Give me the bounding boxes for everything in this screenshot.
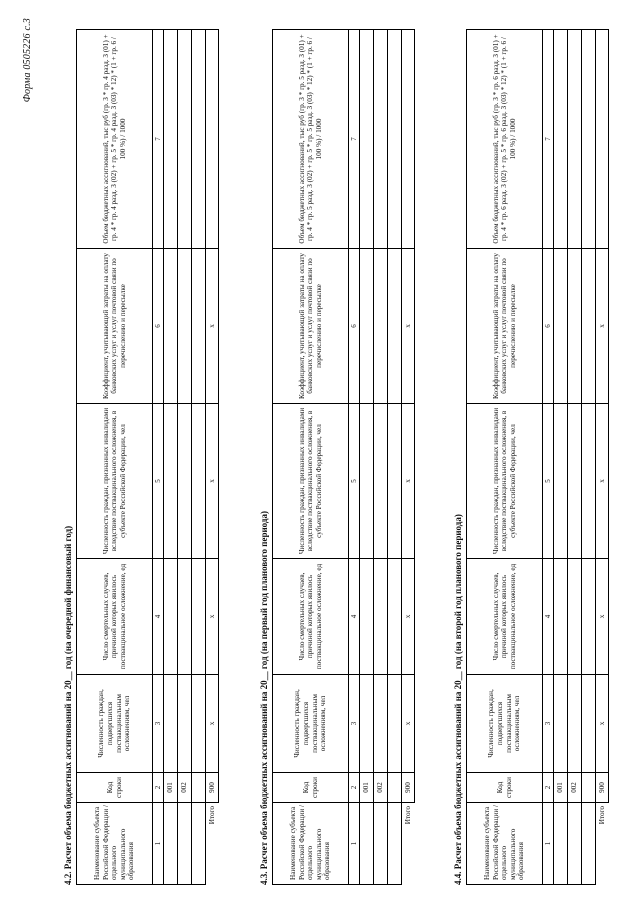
row-code-cell xyxy=(582,773,596,803)
value-cell[interactable] xyxy=(192,675,206,773)
value-cell[interactable] xyxy=(388,675,402,773)
total-label: Итого xyxy=(403,806,412,825)
column-numbers-row xyxy=(349,30,360,885)
header-row-code: Код строки xyxy=(273,773,349,803)
row-code-cell: 002 xyxy=(568,773,582,803)
value-cell[interactable] xyxy=(582,30,596,249)
header-subject: Наименование субъекта Российской Федерации / отдельного муниципального образования xyxy=(467,803,543,885)
total-code-cell: 900 xyxy=(596,773,609,803)
header-row xyxy=(77,30,153,885)
row-code-cell: 001 xyxy=(164,773,178,803)
column-number: 2 xyxy=(153,773,164,803)
x-cell: x xyxy=(402,404,415,559)
table-row xyxy=(164,30,178,885)
value-cell[interactable] xyxy=(554,249,568,404)
section-title: 4.2. Расчет объема бюджетных ассигнований на 20__ год (на очередной финансовый год) xyxy=(63,525,73,885)
value-cell[interactable] xyxy=(568,249,582,404)
value-cell[interactable] xyxy=(360,30,374,249)
header-row xyxy=(467,30,543,885)
table-row xyxy=(582,30,596,885)
section-4-2 xyxy=(62,30,219,885)
column-number: 5 xyxy=(349,404,360,559)
x-cell: x xyxy=(596,559,609,675)
header-row xyxy=(273,30,349,885)
header-coefficient: Коэффициент, учитывающий затраты на оплату банковских услуг и услуг почтовой связи по перечислению и пересылке xyxy=(467,249,543,404)
table-row xyxy=(374,30,388,885)
value-cell[interactable] xyxy=(568,404,582,559)
section-4-4 xyxy=(452,30,609,885)
subject-cell[interactable] xyxy=(192,803,206,885)
value-cell[interactable] xyxy=(360,249,374,404)
header-subject: Наименование субъекта Российской Федерации / отдельного муниципального образования xyxy=(77,803,153,885)
value-cell[interactable] xyxy=(554,559,568,675)
calc-table xyxy=(76,29,219,885)
value-cell[interactable] xyxy=(388,30,402,249)
column-number: 7 xyxy=(153,30,164,249)
value-cell[interactable] xyxy=(164,675,178,773)
column-number: 7 xyxy=(349,30,360,249)
value-cell[interactable] xyxy=(554,30,568,249)
header-fatal-cases: Число смертельных случаев, причиной которых явилось поствакцинальное осложнение, ед xyxy=(467,559,543,675)
column-number: 3 xyxy=(153,675,164,773)
column-number: 4 xyxy=(349,559,360,675)
header-disabled-count: Численность граждан, признанных инвалидами вследствие поствакцинального осложнения, в субъекте Российской Федерации, чел xyxy=(273,404,349,559)
subject-cell[interactable] xyxy=(374,803,388,885)
table-row xyxy=(360,30,374,885)
value-cell[interactable] xyxy=(192,559,206,675)
value-cell[interactable] xyxy=(192,249,206,404)
value-cell[interactable] xyxy=(582,559,596,675)
header-row-code: Код строки xyxy=(77,773,153,803)
x-cell: x xyxy=(402,249,415,404)
subject-cell[interactable] xyxy=(178,803,192,885)
value-cell[interactable] xyxy=(164,249,178,404)
value-cell[interactable] xyxy=(388,249,402,404)
x-cell: x xyxy=(402,559,415,675)
header-fatal-cases: Число смертельных случаев, причиной которых явилось поствакцинальное осложнение, ед xyxy=(77,559,153,675)
x-cell: x xyxy=(206,404,219,559)
column-number: 3 xyxy=(349,675,360,773)
value-cell[interactable] xyxy=(360,404,374,559)
section-title: 4.4. Расчет объема бюджетных ассигнований на 20__ год (на второй год планового периода) xyxy=(453,514,463,885)
value-cell[interactable] xyxy=(388,559,402,675)
header-row-code: Код строки xyxy=(467,773,543,803)
total-code-cell: 900 xyxy=(206,773,219,803)
x-cell: x xyxy=(206,675,219,773)
header-budget-volume: Объем бюджетных ассигнований, тыс руб (гр. 3 * гр. 6 разд. 3 (01) + гр. 4 * гр. 6 разд. 3 (02) + гр. 5 * гр. 6 разд. 3 (03) * 12) * (1 + гр. 6 / 100 %) / 1000 xyxy=(467,30,543,249)
header-coefficient: Коэффициент, учитывающий затраты на оплату банковских услуг и услуг почтовой связи по перечислению и пересылке xyxy=(77,249,153,404)
column-number: 6 xyxy=(153,249,164,404)
header-subject: Наименование субъекта Российской Федерации / отдельного муниципального образования xyxy=(273,803,349,885)
column-number: 4 xyxy=(153,559,164,675)
value-cell[interactable] xyxy=(164,559,178,675)
row-code-cell xyxy=(192,773,206,803)
row-code-cell: 001 xyxy=(360,773,374,803)
column-numbers-row xyxy=(153,30,164,885)
value-cell[interactable] xyxy=(568,559,582,675)
total-value-cell[interactable] xyxy=(206,30,219,249)
x-cell: x xyxy=(596,249,609,404)
header-disabled-count: Численность граждан, признанных инвалидами вследствие поствакцинального осложнения, в субъекте Российской Федерации, чел xyxy=(467,404,543,559)
header-disabled-count: Численность граждан, признанных инвалидами вследствие поствакцинального осложнения, в субъекте Российской Федерации, чел xyxy=(77,404,153,559)
table-row xyxy=(192,30,206,885)
value-cell[interactable] xyxy=(582,404,596,559)
subject-cell[interactable] xyxy=(360,803,374,885)
column-number: 5 xyxy=(543,404,554,559)
x-cell: x xyxy=(402,675,415,773)
header-budget-volume: Объем бюджетных ассигнований, тыс руб (гр. 3 * гр. 5 разд. 3 (01) + гр. 4 * гр. 5 разд. 3 (02) + гр. 5 * гр. 5 разд. 3 (03) * 12) * (1 + гр. 6 / 100 %) / 1000 xyxy=(273,30,349,249)
value-cell[interactable] xyxy=(164,30,178,249)
value-cell[interactable] xyxy=(192,404,206,559)
subject-cell[interactable] xyxy=(388,803,402,885)
value-cell[interactable] xyxy=(582,675,596,773)
total-row xyxy=(206,30,219,885)
row-code-cell: 001 xyxy=(554,773,568,803)
header-citizens-count: Численность граждан, подвергшихся поствакцинальным осложнениям, чел xyxy=(77,675,153,773)
total-code-cell: 900 xyxy=(402,773,415,803)
column-number: 2 xyxy=(349,773,360,803)
total-value-cell[interactable] xyxy=(596,30,609,249)
column-number: 6 xyxy=(543,249,554,404)
table-row xyxy=(568,30,582,885)
x-cell: x xyxy=(206,249,219,404)
value-cell[interactable] xyxy=(178,249,192,404)
value-cell[interactable] xyxy=(374,559,388,675)
header-coefficient: Коэффициент, учитывающий затраты на оплату банковских услуг и услуг почтовой связи по перечислению и пересылке xyxy=(273,249,349,404)
subject-cell[interactable] xyxy=(582,803,596,885)
row-code-cell xyxy=(388,773,402,803)
value-cell[interactable] xyxy=(164,404,178,559)
row-code-cell: 002 xyxy=(374,773,388,803)
value-cell[interactable] xyxy=(178,30,192,249)
x-cell: x xyxy=(206,559,219,675)
value-cell[interactable] xyxy=(554,404,568,559)
subject-cell[interactable] xyxy=(554,803,568,885)
total-label: Итого xyxy=(207,806,216,825)
header-citizens-count: Численность граждан, подвергшихся поствакцинальным осложнениям, чел xyxy=(467,675,543,773)
calc-table xyxy=(272,29,415,885)
value-cell[interactable] xyxy=(374,404,388,559)
column-number: 4 xyxy=(543,559,554,675)
column-number: 2 xyxy=(543,773,554,803)
value-cell[interactable] xyxy=(568,30,582,249)
subject-cell[interactable] xyxy=(568,803,582,885)
value-cell[interactable] xyxy=(568,675,582,773)
total-row xyxy=(596,30,609,885)
value-cell[interactable] xyxy=(374,30,388,249)
column-number: 3 xyxy=(543,675,554,773)
column-number: 5 xyxy=(153,404,164,559)
calc-table xyxy=(466,29,609,885)
table-row xyxy=(388,30,402,885)
form-code: Форма 0505226 с.3 xyxy=(22,18,33,103)
x-cell: x xyxy=(596,404,609,559)
column-numbers-row xyxy=(543,30,554,885)
value-cell[interactable] xyxy=(554,675,568,773)
column-number: 6 xyxy=(349,249,360,404)
value-cell[interactable] xyxy=(192,30,206,249)
value-cell[interactable] xyxy=(582,249,596,404)
section-title: 4.3. Расчет объема бюджетных ассигнований на 20__ год (на первый год планового периода) xyxy=(259,511,269,885)
column-number: 1 xyxy=(543,803,554,885)
column-number: 1 xyxy=(153,803,164,885)
header-citizens-count: Численность граждан, подвергшихся поствакцинальным осложнениям, чел xyxy=(273,675,349,773)
subject-cell[interactable] xyxy=(164,803,178,885)
total-value-cell[interactable] xyxy=(402,30,415,249)
total-label: Итого xyxy=(597,806,606,825)
section-4-3 xyxy=(258,30,415,885)
header-fatal-cases: Число смертельных случаев, причиной которых явилось поствакцинальное осложнение, ед xyxy=(273,559,349,675)
column-number: 1 xyxy=(349,803,360,885)
value-cell[interactable] xyxy=(374,249,388,404)
value-cell[interactable] xyxy=(360,675,374,773)
header-budget-volume: Объем бюджетных ассигнований, тыс руб (гр. 3 * гр. 4 разд. 3 (01) + гр. 4 * гр. 4 разд. 3 (02) + гр. 5 * гр. 4 разд. 3 (03) * 12) * (1 + гр. 6 / 100 %) / 1000 xyxy=(77,30,153,249)
row-code-cell: 002 xyxy=(178,773,192,803)
value-cell[interactable] xyxy=(388,404,402,559)
value-cell[interactable] xyxy=(178,559,192,675)
table-row xyxy=(178,30,192,885)
total-row xyxy=(402,30,415,885)
column-number: 7 xyxy=(543,30,554,249)
x-cell: x xyxy=(596,675,609,773)
table-row xyxy=(554,30,568,885)
value-cell[interactable] xyxy=(178,404,192,559)
value-cell[interactable] xyxy=(360,559,374,675)
value-cell[interactable] xyxy=(178,675,192,773)
value-cell[interactable] xyxy=(374,675,388,773)
